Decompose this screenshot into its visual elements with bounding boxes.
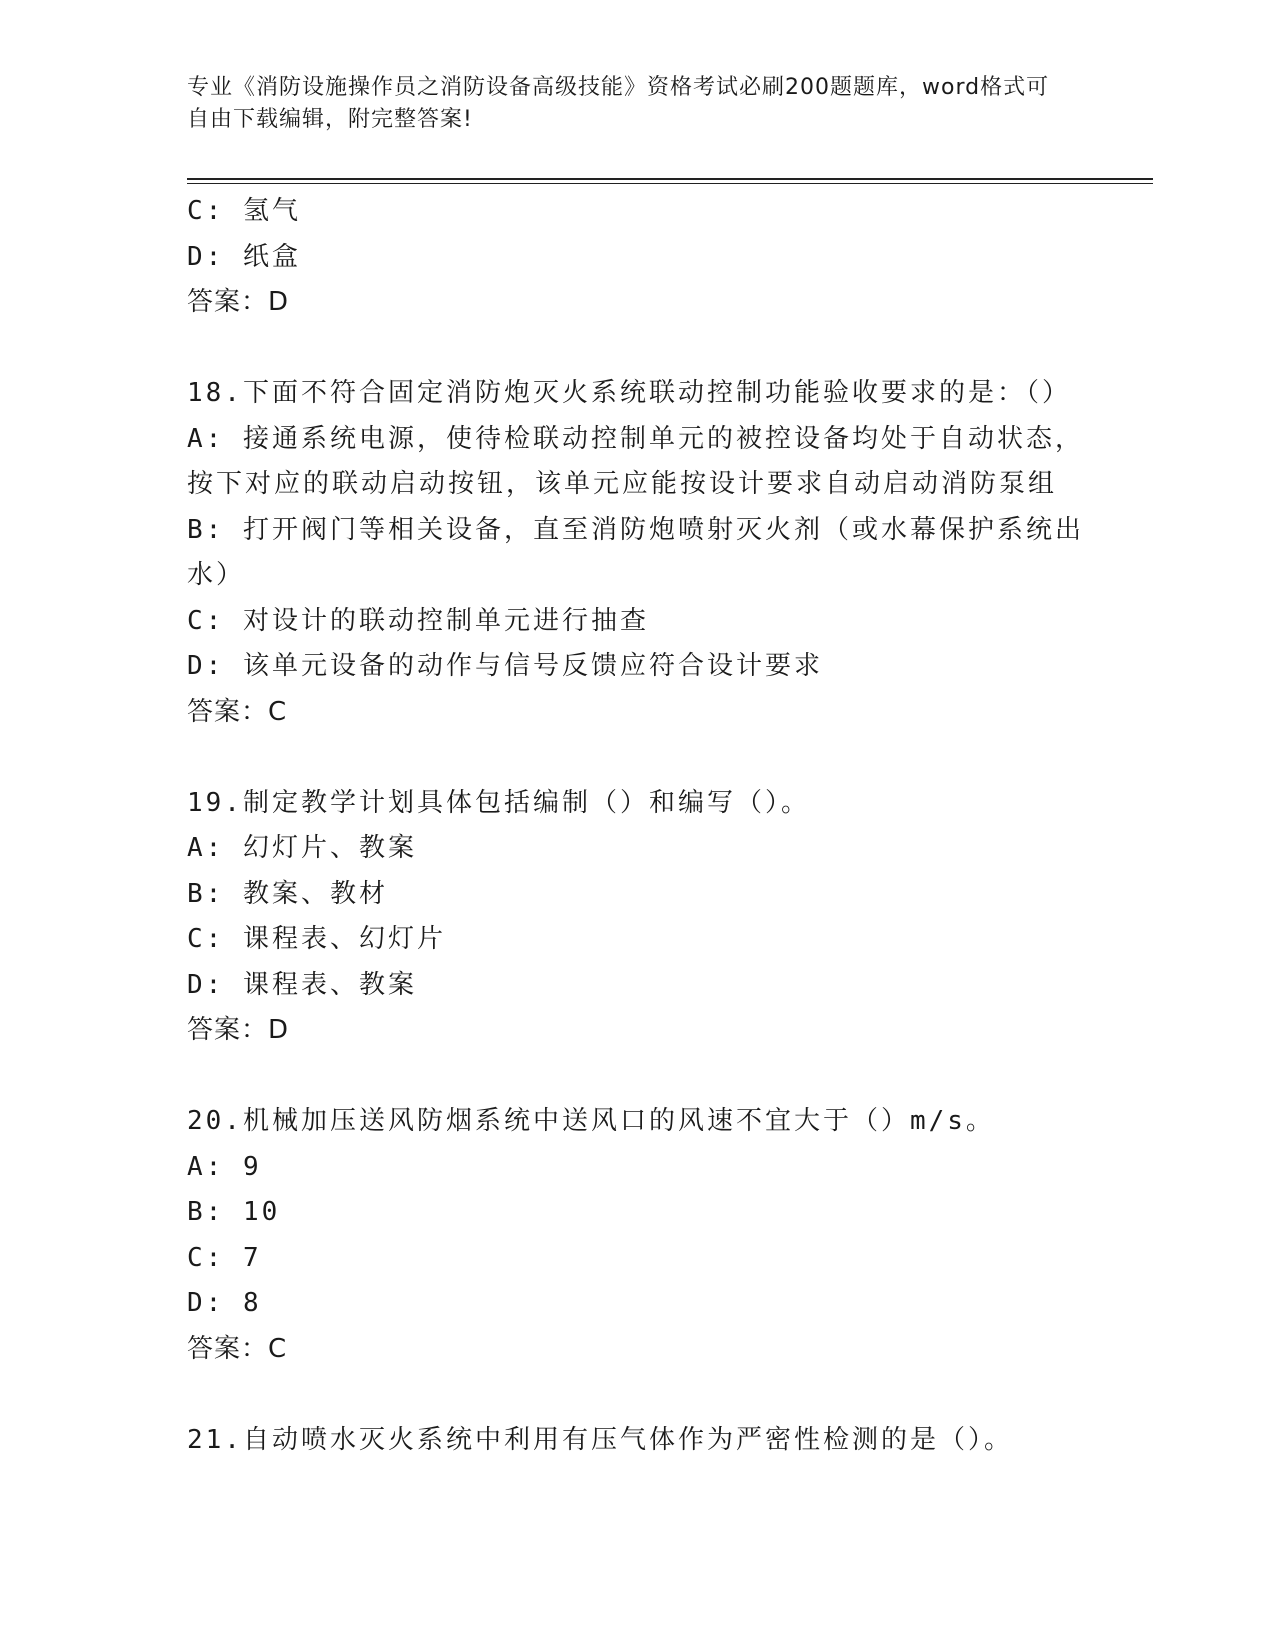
question-partial [187,189,1107,326]
option-d: D: 该单元设备的动作与信号反馈应符合设计要求 [187,651,823,681]
question-19 [187,781,1107,1054]
header-divider-thin [187,183,1153,184]
question-list [187,189,1107,1463]
answer-line: 答案：C [187,696,288,727]
question-18 [187,371,1107,735]
question-stem: 18.下面不符合固定消防炮灭火系统联动控制功能验收要求的是：（） [187,378,1071,408]
spacer [187,1054,1107,1100]
option-d: D: 8 [187,1288,262,1318]
option-b: B: 打开阀门等相关设备，直至消防炮喷射灭火剂（或水幕保护系统出水） [187,514,1084,590]
option-d: D: 课程表、教案 [187,969,417,1000]
answer-line: 答案：D [187,1015,290,1045]
spacer [187,735,1107,781]
option-a: A: 9 [187,1151,262,1182]
question-20 [187,1099,1107,1372]
answer-line: 答案：D [187,287,290,317]
option-c: C: 氢气 [187,196,301,226]
answer-line: 答案：C [187,1333,288,1364]
option-d: D: 纸盒 [187,241,301,272]
option-b: B: 10 [187,1197,281,1227]
option-c: C: 对设计的联动控制单元进行抽查 [187,605,649,636]
question-stem: 20.机械加压送风防烟系统中送风口的风速不宜大于（）m/s。 [187,1106,995,1136]
header-divider-thick [187,178,1153,180]
option-a: A: 幻灯片、教案 [187,833,417,863]
spacer [187,326,1107,372]
page-header: 专业《消防设施操作员之消防设备高级技能》资格考试必刷200题题库，word格式可自由下载编辑，附完整答案! [187,75,1050,132]
question-stem: 21.自动喷水灭火系统中利用有压气体作为严密性检测的是（）。 [187,1424,1013,1455]
option-b: B: 教案、教材 [187,878,388,909]
spacer [187,1372,1107,1418]
option-c: C: 7 [187,1242,262,1273]
question-21 [187,1418,1107,1464]
option-a: A: 接通系统电源，使待检联动控制单元的被控设备均处于自动状态，按下对应的联动启动按钮，该单元应能按设计要求自动启动消防泵组 [187,423,1084,499]
option-c: C: 课程表、幻灯片 [187,924,446,954]
question-stem: 19.制定教学计划具体包括编制（）和编写（）。 [187,787,810,818]
